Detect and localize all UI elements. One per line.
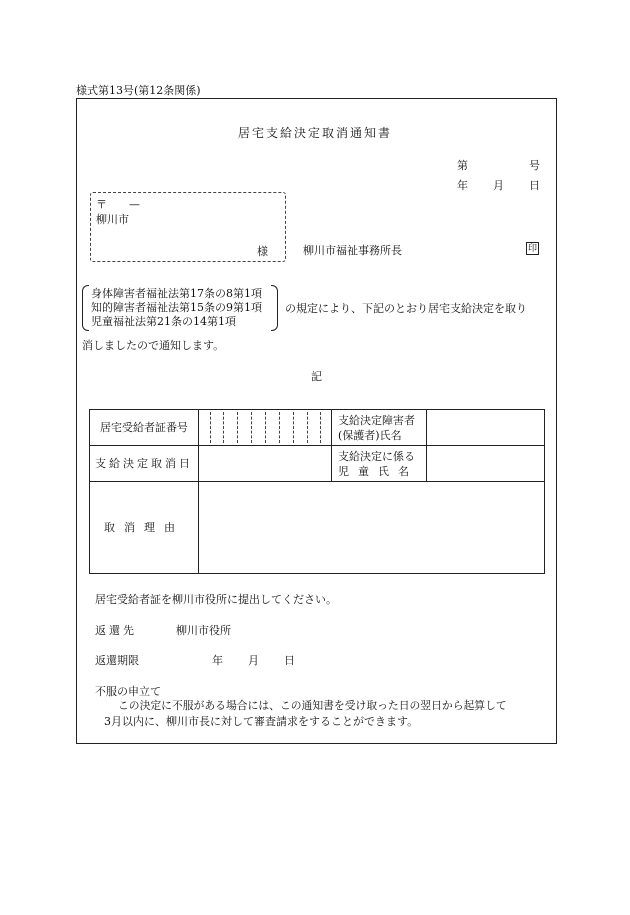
person-label-line1: 支給決定障害者 xyxy=(338,413,415,427)
form-label: 様式第13号(第12条関係) xyxy=(76,84,201,97)
law-item: 児童福祉法第21条の14第1項 xyxy=(91,315,236,328)
return-due-month: 月 xyxy=(248,654,259,667)
return-due-year: 年 xyxy=(212,654,223,667)
brace-left xyxy=(82,285,89,331)
address-city: 柳川市 xyxy=(96,213,129,226)
return-due-day: 日 xyxy=(284,654,295,667)
law-item: 知的障害者福祉法第15条の9第1項 xyxy=(91,301,262,314)
person-label-line2: (保護者)氏名 xyxy=(338,428,402,442)
cert-number-cells xyxy=(199,410,332,446)
date-month: 月 xyxy=(493,179,504,192)
number-prefix: 第 xyxy=(457,159,468,172)
cancel-date-value xyxy=(199,446,332,482)
ki-heading: 記 xyxy=(311,370,322,383)
return-to-label: 返還先 xyxy=(95,624,137,637)
reason-value xyxy=(199,482,545,574)
return-to-value: 柳川市役所 xyxy=(176,624,231,637)
cert-number-label: 居宅受給者証番号 xyxy=(90,410,199,446)
law-brace xyxy=(82,285,278,331)
child-label-line2: 児童氏名 xyxy=(338,464,418,478)
detail-table xyxy=(89,409,545,574)
child-name-label xyxy=(332,446,427,482)
document-title: 居宅支給決定取消通知書 xyxy=(237,126,392,140)
person-name-label xyxy=(332,410,427,446)
body-line-1: の規定により、下記のとおり居宅支給決定を取り xyxy=(285,302,527,315)
child-label-line1: 支給決定に係る xyxy=(338,449,415,463)
brace-right xyxy=(271,285,278,331)
date-day: 日 xyxy=(529,179,540,192)
cancel-date-label: 支給決定取消日 xyxy=(90,446,199,482)
postal-code: 〒 — xyxy=(96,198,140,211)
sender-name: 柳川市福祉事務所長 xyxy=(303,244,402,257)
submit-note: 居宅受給者証を柳川市役所に提出してください。 xyxy=(95,593,337,606)
law-item: 身体障害者福祉法第17条の8第1項 xyxy=(91,287,262,300)
appeal-heading: 不服の申立て xyxy=(95,685,161,698)
reason-label: 取消理由 xyxy=(90,482,199,574)
number-suffix: 号 xyxy=(529,159,540,172)
recipient-honorific: 様 xyxy=(257,245,268,258)
person-name-value xyxy=(427,410,545,446)
child-name-value xyxy=(427,446,545,482)
date-year: 年 xyxy=(457,179,468,192)
return-due-label: 返還期限 xyxy=(95,654,139,667)
body-line-2: 消しましたので通知します。 xyxy=(82,339,225,352)
appeal-line-2: 3月以内に、柳川市長に対して審査請求をすることができます。 xyxy=(104,715,419,728)
appeal-line-1: この決定に不服がある場合には、この通知書を受け取った日の翌日から起算して xyxy=(118,699,507,712)
seal-mark: 印 xyxy=(527,244,537,254)
